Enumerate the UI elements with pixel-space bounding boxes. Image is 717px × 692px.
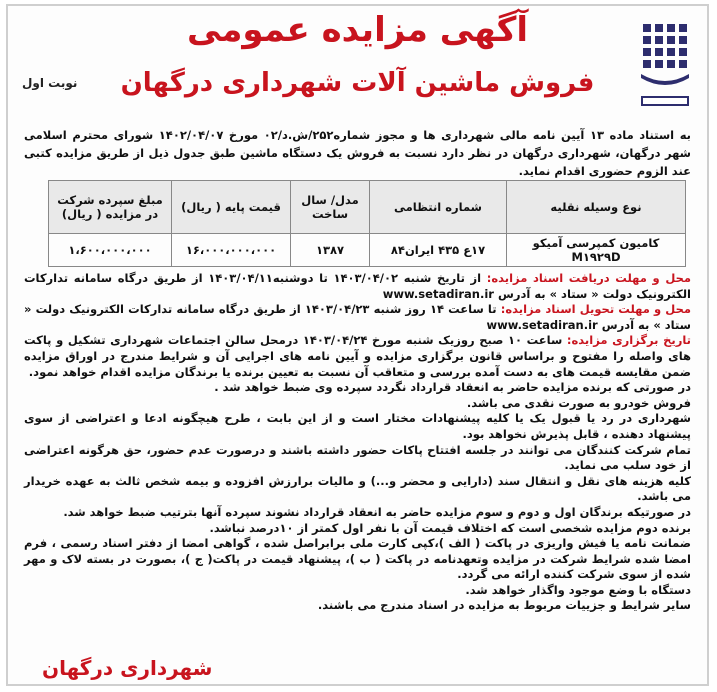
condition-item: سایر شرایط و جزییات مربوط به مزایده در اسناد مندرج می باشند. [317, 598, 691, 613]
hold-label: تاریخ برگزاری مزایده: [566, 333, 691, 348]
hold-section [24, 333, 691, 380]
condition-item: ضمانت نامه یا فیش واریزی در پاکت ( الف )،کپی کارت ملی برابراصل شده ، گواهی امضا از دفتر اسناد رسمی ، فرم امضا شده شرایط شرکت در مزایده وتعهدنامه در پاکت ( ب )، پیشنهاد قیمت در پاکت( ج )، بصورت در بسته لاک و مهر شده از سوی شرکت کننده ارائه می گردد. [24, 536, 691, 582]
condition-item: در صورتی که برنده مزایده حاضر به انعقاد قرارداد نگردد سپرده وی ضبط خواهد شد . [214, 380, 691, 395]
notice-subtitle: فروش ماشین آلات شهرداری درگهان [120, 68, 595, 98]
cell-deposit: ۱،۶۰۰،۰۰۰،۰۰۰ [49, 234, 172, 267]
vehicle-table [48, 180, 686, 267]
deliver-text: تا ساعت ۱۴ روز شنبه ۱۴۰۳/۰۴/۲۳ از طریق درگاه سامانه تدارکات الکترونیک دولت « ستاد » به آدرس [24, 302, 691, 332]
condition-item: شهرداری در رد یا قبول یک یا کلیه پیشنهادات مختار است و از این بابت ، طرح هیچگونه ادعا و اعتراضی از سوی پیشنهاد دهنده ، قابل پذیرش نخواهد بود. [24, 411, 691, 441]
cell-vehicle-type: کامیون کمپرسی آمیکو M۱۹۲۹D [507, 234, 686, 267]
notice-body [24, 271, 691, 614]
footer-signature: شهرداری درگهان [42, 656, 213, 680]
table-row [49, 234, 686, 267]
condition-item: کلیه هزینه های نقل و انتقال سند (دارایی و محضر و...) و مالیات برارزش افزوده و بیمه شخص ثالث به عهده خریدار می باشد. [24, 473, 691, 504]
condition-item: فروش خودرو به صورت نقدی می باشد. [466, 395, 691, 410]
notice-frame [6, 4, 709, 686]
receive-section [24, 271, 691, 302]
condition-item: تمام شرکت کنندگان می توانند در جلسه افتتاح پاکات حضور داشته باشند و درصورت عدم حضور، حق هرگونه اعتراضی از خود سلب می نماید. [24, 442, 691, 473]
col-deposit: مبلغ سپرده شرکت در مزایده ( ریال) [49, 181, 172, 234]
cell-base-price: ۱۶،۰۰۰،۰۰۰،۰۰۰ [172, 234, 291, 267]
deliver-label: محل و مهلت تحویل اسناد مزایده: [500, 302, 691, 317]
receive-text: از تاریخ شنبه ۱۴۰۳/۰۴/۰۲ تا دوشنبه۱۴۰۳/۰۴/۱۱ از طریق درگاه سامانه تدارکات الکترونیک دولت « ستاد » به آدرس [24, 271, 691, 301]
condition-item: در صورتیکه برندگان اول و دوم و سوم مزایده حاضر به انعقاد قرارداد نشوند سپرده آنها بترتیب ضبط خواهد شد. [63, 504, 691, 519]
round-badge: نوبت اول [22, 76, 78, 90]
col-vehicle-type: نوع وسیله نقلیه [507, 181, 686, 234]
col-model-year: مدل/ سال ساخت [291, 181, 370, 234]
table-header-row [49, 181, 686, 234]
condition-item: برنده دوم مزایده شخصی است که اختلاف قیمت آن با نفر اول کمتر از ۱۰درصد نباشد. [209, 520, 691, 535]
notice-title: آگهی مزایده عمومی [186, 10, 529, 50]
deliver-url-link[interactable]: www.setadiran.ir [486, 317, 598, 332]
cell-model-year: ۱۳۸۷ [291, 234, 370, 267]
receive-label: محل و مهلت دریافت اسناد مزایده: [486, 271, 691, 285]
cell-plate-number: ۱۷ع ۴۳۵ ایران۸۴ [370, 234, 507, 267]
deliver-section [24, 302, 691, 333]
condition-item: دستگاه با وضع موجود واگذار خواهد شد. [465, 582, 691, 597]
hold-text: ساعت ۱۰ صبح روزیک شنبه مورخ ۱۴۰۳/۰۴/۲۴ درمحل سالن اجتماعات شهرداری تشکیل و پاکت های واصله را مفتوح و براساس قانون برگزاری مزایده و آیین نامه های اجرایی آن و شرایط مندرج در اوراق مزایده ضمن مقایسه قیمت های به دست آمده بررسی و متعاقب آن نسبت به تعیین برنده یا برندگان مزایده اقدام خواهد نمود. [24, 333, 691, 379]
col-base-price: قیمت پایه ( ریال) [172, 181, 291, 234]
receive-url-link[interactable]: www.setadiran.ir [382, 286, 494, 301]
intro-paragraph: به استناد ماده ۱۳ آیین نامه مالی شهرداری ها و مجوز شماره۲۵۲/ش.د/۰۲ مورخ ۱۴۰۲/۰۴/۰۷ شورای محترم اسلامی شهر درگهان، شهرداری درگهان در نظر دارد نسبت به فروش یک دستگاه ماشین طبق جدول ذیل از طریق مزایده کتبی عند الزوم حضوری اقدام نماید. [24, 128, 691, 178]
col-plate-number: شماره انتظامی [370, 181, 507, 234]
